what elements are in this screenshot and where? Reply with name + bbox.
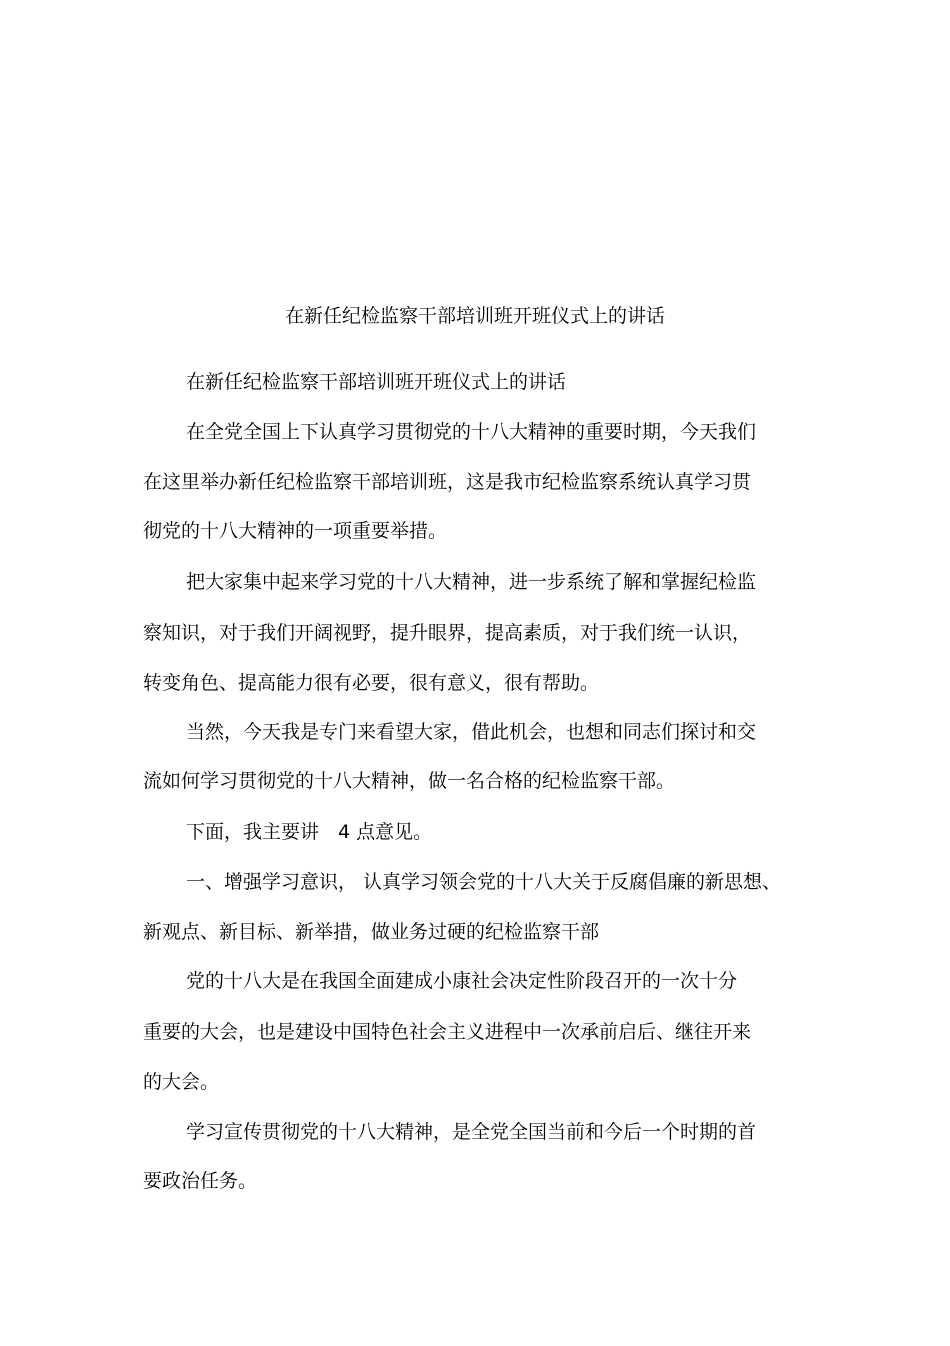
paragraph-line: 流如何学习贯彻党的十八大精神，做一名合格的纪检监察干部。: [143, 770, 676, 792]
paragraph-line: 学习宣传贯彻党的十八大精神，是全党全国当前和今后一个时期的首: [186, 1121, 757, 1143]
paragraph-line: 在新任纪检监察干部培训班开班仪式上的讲话: [186, 371, 567, 393]
paragraph-line: 在全党全国上下认真学习贯彻党的十八大精神的重要时期，今天我们: [186, 421, 757, 443]
paragraph-line: 在这里举办新任纪检监察干部培训班，这是我市纪检监察系统认真学习贯: [143, 471, 752, 493]
paragraph-line: 转变角色、提高能力很有必要，很有意义，很有帮助。: [143, 672, 600, 694]
paragraph-line: 彻党的十八大精神的一项重要举措。: [143, 520, 448, 542]
paragraph-line: 把大家集中起来学习党的十八大精神，进一步系统了解和掌握纪检监: [186, 571, 757, 593]
paragraph-line: 的大会。: [143, 1071, 220, 1093]
paragraph-line: 重要的大会，也是建设中国特色社会主义进程中一次承前启后、继往开来: [143, 1021, 752, 1043]
paragraph-line: 下面，我主要讲 4 点意见。: [186, 821, 433, 843]
paragraph-line: 要政治任务。: [143, 1170, 258, 1192]
document-title: 在新任纪检监察干部培训班开班仪式上的讲话: [284, 305, 665, 327]
paragraph-line: 党的十八大是在我国全面建成小康社会决定性阶段召开的一次十分: [186, 970, 738, 992]
paragraph-line: 新观点、新目标、新举措，做业务过硬的纪检监察干部: [143, 921, 600, 943]
paragraph-line: 察知识，对于我们开阔视野，提升眼界，提高素质，对于我们统一认识，: [143, 622, 752, 644]
paragraph-line: 当然，今天我是专门来看望大家，借此机会，也想和同志们探讨和交: [186, 721, 757, 743]
paragraph-line: 一、增强学习意识， 认真学习领会党的十八大关于反腐倡廉的新思想、: [186, 871, 782, 893]
